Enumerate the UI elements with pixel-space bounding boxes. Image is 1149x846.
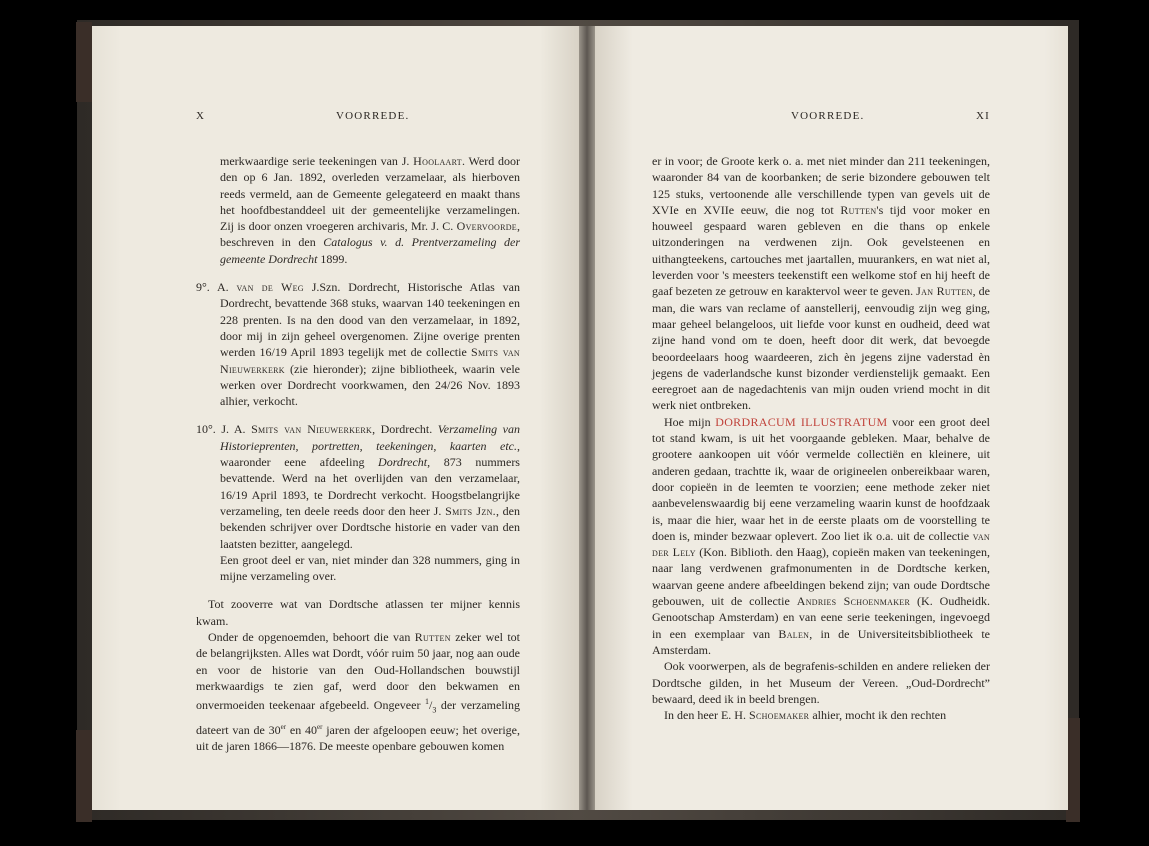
- right-page-text: [652, 153, 990, 723]
- left-paragraph-6: Onder de opgenoemden, behoort die van Rutten zeker wel tot de belangrijksten. Alles wat Dordt, vóór ruim 50 jaar, nog aan oude en voor de historie van den Oud-Hollandschen bouwstijl merkwaardigs te zien gaf, werd door den bekwamen en onvermoeiden teekenaar afgebeeld. Ongeveer $^1/_3$ der verzameling dateert van de 30er en 40er jaren der afgeloopen eeuw; het overige, uit de jaren 1866—1876. De meeste openbare gebouwen komen: [196, 630, 521, 754]
- left-paragraph-5: Tot zooverre wat van Dordtsche atlassen ter mijner kennis kwam.: [196, 597, 520, 628]
- right-paragraph-1: er in voor; de Groote kerk o. a. met niet minder dan 211 teekeningen, waaronder 84 van de koorbanken; de serie bizondere gebouwen telt 125 stuks, vertoonende alle verschillende typen van gevels uit de XVIe en XVIIe eeuw, die nog tot Rutten's tijd voor moker en houweel gespaard waren gebleven en die thans op enkele uitzonderingen na verdwenen zijn. Ook gevelsteenen en uithangteekens, cartouches met jaartallen, muurankers, en wat niet al, leverden voor 's meesters teekenstift een welkome stof en hij heeft de gaaf bezeten ze getrouw en karaktervol weer te geven. Jan Rutten, de man, die wars van reclame of aanstellerij, eenvoudig zijn weg ging, maar geheel belangeloos, uit liefde voor kunst en oudheid, deed wat zijne hand vond om te doen, heeft door dit werk, dat bevoegde beoordeelaars hoog waardeeren, zich èn jegens zijne vaderstad èn jegens de vaderlandsche kunst bizonder verdienstelijk gemaakt. Een eeregroet aan de nagedachtenis van mijn ouden vriend mocht in dit werk niet ontbreken.: [652, 154, 991, 413]
- left-paragraph-2: 9°. A. van de Weg J.Szn. Dordrecht, Historische Atlas van Dordrecht, bevattende 368 stuks, waarvan 140 teekeningen en 228 prenten. Is na den dood van den verzamelaar, in 1892, door mij in zijn geheel overgenomen. Zijne overige prenten werden 16/19 April 1893 tegelijk met de collectie Smits van Nieuwerkerk (zie hieronder); zijne bibliotheek, waarin vele werken over Dordrecht voorkwamen, den 24/26 Nov. 1893 alhier, verkocht.: [196, 280, 521, 409]
- book-gutter: [579, 26, 595, 810]
- right-page-number: XI: [975, 110, 990, 122]
- right-paragraph-3: Ook voorwerpen, als de begrafenis-schilden en andere relieken der Dordtsche gilden, in het Museum der Vereen. „Oud-Dordrecht” bewaard, deed ik in beeld brengen.: [652, 659, 990, 706]
- left-page-text: [196, 153, 520, 754]
- cover-corner-bottom-left: [76, 730, 92, 822]
- left-page-header: [196, 110, 520, 128]
- left-page-number: X: [196, 110, 206, 122]
- left-paragraph-3: 10°. J. A. Smits van Nieuwerkerk, Dordrecht. Verzameling van Historieprenten, portretten, teekeningen, kaarten etc., waaronder eene afdeeling Dordrecht, 873 nummers bevattende. Werd na het overlijden van den verzamelaar, 16/19 April 1893, te Dordrecht verkocht. Hoogstbelangrijke verzameling, ten deele reeds door den heer J. Smits Jzn., den bekenden schrijver over Dordtsche historie en vader van den laatsten bezitter, aangelegd.: [196, 422, 521, 551]
- cover-corner-top-left: [76, 22, 92, 102]
- right-paragraph-2: Hoe mijn DORDRACUM ILLUSTRATUM voor een groot deel tot stand kwam, is uit het voorgaande gebleken. Maar, behalve de grootere aankoopen uit vóór vermelde collectiën en kleinere, uit anderen gedaan, trachtte ik, waar de origineelen onbereikbaar waren, door copieën in de leemten te voorzien; eene methode zeker niet aanbevelenswaardig bij eene verzameling waarin kunst de hoofdzaak is, maar die hier, waar het in de eerste plaats om de voorstelling te doen is, minder bezwaar oplevert. Zoo liet ik o.a. uit de collectie van der Lely (Kon. Biblioth. den Haag), copieën maken van teekeningen, naar lang verdwenen grafmonumenten in de Dordtsche kerken, waarvan geene andere afbeeldingen bekend zijn; van oude Dordtsche gebouwen, uit de collectie Andries Schoenmaker (K. Oudheidk. Genootschap Amsterdam) en van eene serie teekeningen, ingevoegd in een exemplaar van Balen, in de Universiteitsbibliotheek te Amsterdam.: [652, 414, 990, 657]
- left-paragraph-4: Een groot deel er van, niet minder dan 328 nummers, ging in mijne verzameling over.: [220, 552, 520, 584]
- left-paragraph-1: merkwaardige serie teekeningen van J. Hoolaart. Werd door den op 6 Jan. 1892, overleden verzamelaar, als hierboven reeds vermeld, aan de Gemeente gelegateerd en maakt thans het hoofdbestanddeel uit der gemeentelijke verzamelingen. Zij is door onzen vroegeren archivaris, Mr. J. C. Overvoorde, beschreven in den Catalogus v. d. Prentverzameling der gemeente Dordrecht 1899.: [220, 154, 520, 266]
- left-running-title: VOORREDE.: [336, 110, 410, 122]
- cover-corner-bottom-right: [1066, 718, 1080, 822]
- right-paragraph-4: In den heer E. H. Schoemaker alhier, mocht ik den rechten: [664, 708, 947, 723]
- right-running-title: VOORREDE.: [791, 110, 865, 122]
- right-page-header: [652, 110, 990, 128]
